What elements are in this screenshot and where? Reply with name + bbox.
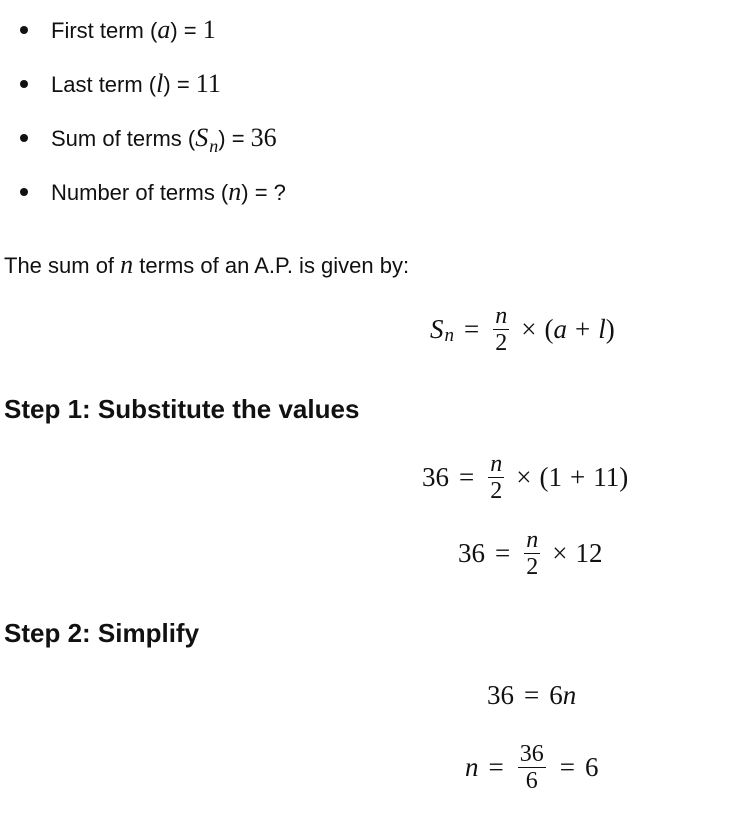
formula-equals: = (464, 314, 480, 344)
step2-eq2-denominator: 6 (525, 768, 538, 794)
step1-eq2-lhs: 36 (458, 538, 485, 568)
sum-of-terms-equals: ) = (218, 126, 251, 151)
step1-equation-2 (458, 527, 602, 580)
formula-denominator: 2 (495, 330, 508, 356)
step2-eq1-lhs: 36 (487, 680, 514, 710)
step1-heading: Step 1: Substitute the values (4, 394, 360, 424)
sum-of-terms-label: Sum of terms ( (51, 126, 196, 151)
number-of-terms-equals: ) = (241, 180, 274, 205)
step1-eq2-rhs: 12 (575, 538, 603, 568)
step1-equation-1 (422, 451, 628, 504)
step1-eq2-fraction (524, 527, 540, 580)
step1-eq1-a: 1 (548, 462, 562, 492)
step1-eq1-lhs: 36 (422, 462, 449, 492)
sum-of-terms-text (51, 123, 277, 155)
step1-eq1-open-paren: ( (539, 462, 549, 492)
formula-a: a (553, 314, 567, 344)
number-of-terms-value: ? (273, 180, 286, 205)
step2-eq2-lhs: n (465, 752, 479, 782)
step2-eq2-second-equals: = (559, 752, 575, 782)
last-term-value: 11 (195, 69, 221, 98)
intro-paragraph (4, 250, 409, 281)
step1-eq2-numerator: n (526, 527, 539, 553)
bullet-icon (20, 188, 28, 196)
step1-eq1-denominator: 2 (490, 478, 503, 504)
formula-numerator: n (495, 303, 508, 329)
step2-eq1-variable: n (562, 680, 577, 710)
last-term-variable: l (156, 69, 164, 98)
step2-eq1-equals: = (524, 680, 540, 710)
first-term-equals: ) = (170, 18, 203, 43)
step1-eq1-numerator: n (490, 451, 503, 477)
number-of-terms-variable: n (228, 177, 242, 206)
first-term-variable: a (157, 15, 171, 44)
step2-equation-2 (465, 741, 598, 794)
formula-close-paren: ) (605, 314, 615, 344)
intro-before: The sum of (4, 253, 121, 278)
formula-plus: + (574, 314, 591, 344)
first-term-value: 1 (202, 15, 216, 44)
formula-open-paren: ( (544, 314, 554, 344)
step2-eq2-rhs: 6 (584, 752, 599, 782)
first-term-text (51, 15, 216, 46)
intro-after: terms of an A.P. is given by: (133, 253, 410, 278)
sum-formula (430, 303, 615, 356)
step1-eq1-plus: + (569, 462, 586, 492)
step1-eq1-b: 11 (593, 462, 620, 492)
step2-eq2-numerator: 36 (519, 741, 544, 767)
sum-of-terms-subscript: n (209, 136, 219, 156)
formula-lhs: S (430, 314, 444, 344)
step2-eq2-fraction (518, 741, 546, 794)
step1-eq2-denominator: 2 (526, 554, 539, 580)
step1-eq1-close-paren: ) (619, 462, 629, 492)
first-term-label: First term ( (51, 18, 158, 43)
formula-lhs-subscript: n (444, 324, 454, 346)
last-term-equals: ) = (163, 72, 196, 97)
step1-eq2-times: × (552, 538, 568, 568)
number-of-terms-label: Number of terms ( (51, 180, 229, 205)
intro-variable: n (120, 250, 134, 279)
number-of-terms-text (51, 177, 286, 208)
formula-times: × (521, 314, 537, 344)
bullet-icon (20, 134, 28, 142)
formula-fraction (493, 303, 509, 356)
sum-of-terms-variable: S (195, 123, 209, 152)
last-term-text (51, 69, 221, 100)
step2-eq1-coefficient: 6 (549, 680, 563, 710)
step2-equation-1 (487, 680, 576, 711)
formula-l: l (598, 314, 606, 344)
step1-eq1-equals: = (459, 462, 475, 492)
sum-of-terms-value: 36 (250, 123, 277, 152)
last-term-label: Last term ( (51, 72, 157, 97)
step1-eq1-times: × (516, 462, 532, 492)
step1-eq2-equals: = (495, 538, 511, 568)
step2-heading: Step 2: Simplify (4, 618, 200, 648)
step1-eq1-fraction (488, 451, 504, 504)
bullet-icon (20, 80, 28, 88)
step2-eq2-equals: = (488, 752, 504, 782)
bullet-icon (20, 26, 28, 34)
